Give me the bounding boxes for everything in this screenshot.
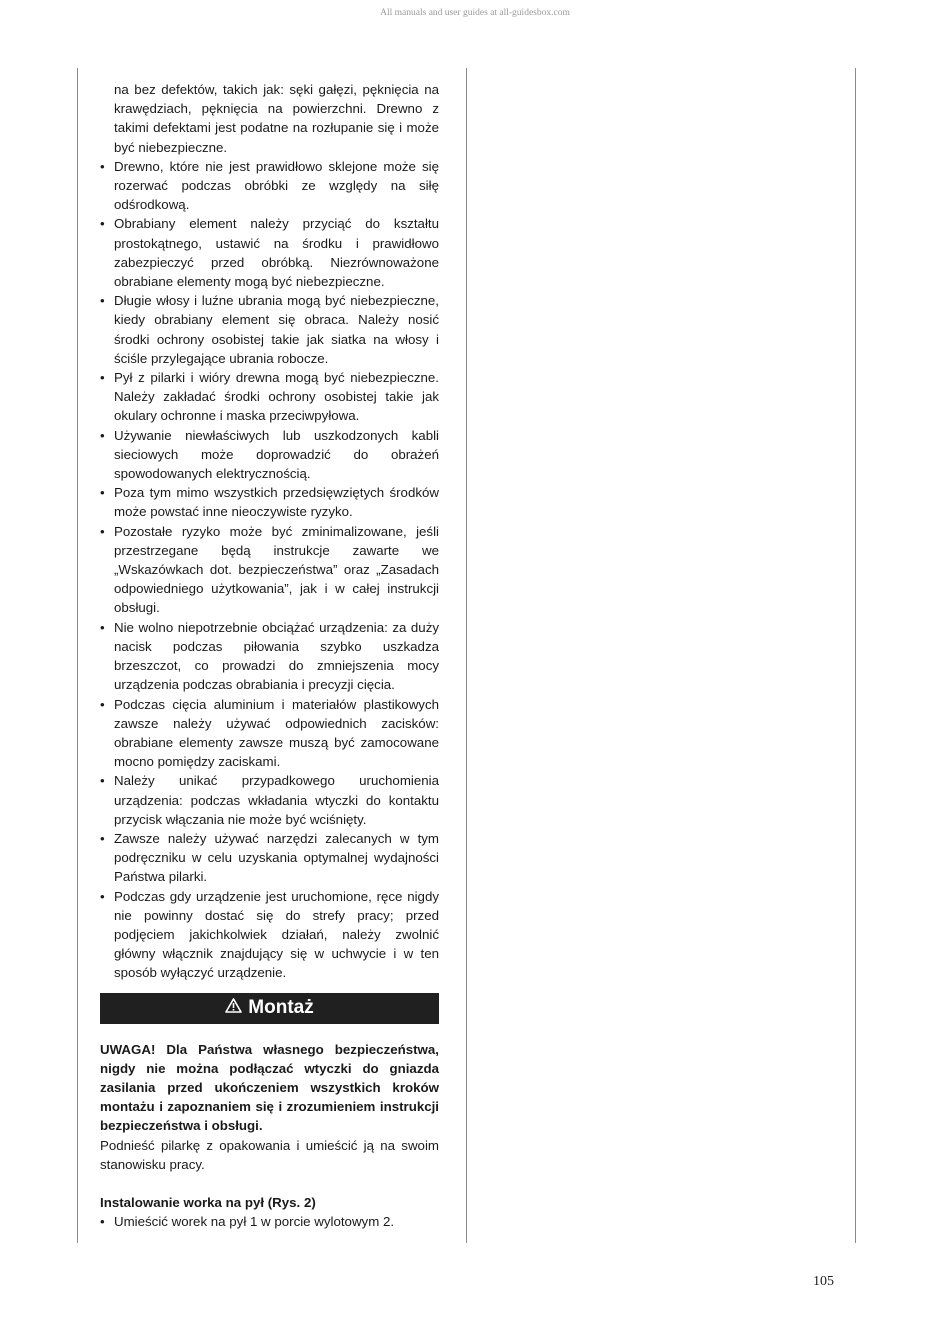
safety-bullet-list xyxy=(100,157,439,983)
bullet-item: • Umieścić worek na pył 1 w porcie wylotowym 2. xyxy=(100,1212,439,1231)
bullet-item: • Długie włosy i luźne ubrania mogą być niebezpieczne, kiedy obrabiany element się obraca. Należy nosić środki ochrony osobistej takie jak siatka na włosy i ściśle przylegające ubrania robocze. xyxy=(100,291,439,368)
subheading: Instalowanie worka na pył (Rys. 2) xyxy=(100,1194,316,1210)
safety-warning-text: UWAGA! Dla Państwa własnego bezpieczeństwa, nigdy nie można podłączać wtyczki do gniazda zasilania przed ukończeniem wszystkich kroków montażu i zapoznaniem się i zrozumieniem instrukcji bezpieczeństwa i obsługi. xyxy=(100,1041,439,1134)
bullet-item: • Używanie niewłaściwych lub uszkodzonych kabli sieciowych może doprowadzić do obrażeń spowodowanych elektrycznością. xyxy=(100,426,439,484)
right-column-rule xyxy=(855,68,856,1243)
bullet-item: • Obrabiany element należy przyciąć do kształtu prostokątnego, ustawić na środku i prawidłowo zabezpieczyć przed obróbką. Niezrównoważone obrabiane elementy mogą być niebezpieczne. xyxy=(100,214,439,291)
warning-triangle-icon xyxy=(225,998,242,1017)
left-column-rule xyxy=(77,68,78,1243)
bullet-item: • Podczas cięcia aluminium i materiałów plastikowych zawsze należy używać odpowiednich zacisków: obrabiane elementy zawsze muszą być zamocowane mocno pomiędzy zaciskami. xyxy=(100,695,439,772)
section-banner xyxy=(100,993,439,1024)
bullet-item: • Drewno, które nie jest prawidłowo sklejone może się rozerwać podczas obróbki ze względy na siłę odśrodkową. xyxy=(100,157,439,215)
left-text-column xyxy=(100,80,439,1231)
bullet-item: • Nie wolno niepotrzebnie obciążać urządzenia: za duży nacisk podczas piłowania szybko uszkadza brzeszczot, co prowadzi do zmniejszenia mocy urządzenia podczas obrabiania i precyzji cięcia. xyxy=(100,618,439,695)
bullet-item: • Pozostałe ryzyko może być zminimalizowane, jeśli przestrzegane będą instrukcje zawarte we „Wskazówkach dot. bezpieczeństwa” oraz „Zasadach odpowiedniego użytkowania”, jak i w całej instrukcji obsługi. xyxy=(100,522,439,618)
dust-bag-bullet-list xyxy=(100,1212,439,1231)
center-column-rule xyxy=(466,68,467,1243)
unpack-instruction: Podnieść pilarkę z opakowania i umieścić ją na swoim stanowisku pracy. xyxy=(100,1137,439,1172)
bullet-item: • Poza tym mimo wszystkich przedsięwziętych środków może powstać inne nieoczywiste ryzyko. xyxy=(100,483,439,521)
bullet-item: • Zawsze należy używać narzędzi zalecanych w tym podręczniku w celu uzyskania optymalnej wydajności Państwa pilarki. xyxy=(100,829,439,887)
bullet-item: • Należy unikać przypadkowego uruchomienia urządzenia: podczas wkładania wtyczki do kontaktu przycisk włączania nie może być wciśnięty. xyxy=(100,771,439,829)
page-number: 105 xyxy=(813,1274,834,1289)
bullet-item: • Podczas gdy urządzenie jest uruchomione, ręce nigdy nie powinny dostać się do strefy pracy; przed podjęciem jakichkolwiek działań, należy zwolnić główny włącznik znajdujący się w uchwycie i w ten sposób wyłączyć urządzenie. xyxy=(100,887,439,983)
watermark: All manuals and user guides at all-guidesbox.com xyxy=(380,8,570,18)
continued-paragraph: na bez defektów, takich jak: sęki gałęzi, pęknięcia na krawędziach, pęknięcia na powierzchni. Drewno z takimi defektami jest podatne na rozłupanie się i może być niebezpieczne. xyxy=(114,82,439,155)
bullet-item: • Pył z pilarki i wióry drewna mogą być niebezpieczne. Należy zakładać środki ochrony osobistej takie jak okulary ochronne i maska przeciwpyłowa. xyxy=(100,368,439,426)
section-title: Montaż xyxy=(248,997,314,1019)
